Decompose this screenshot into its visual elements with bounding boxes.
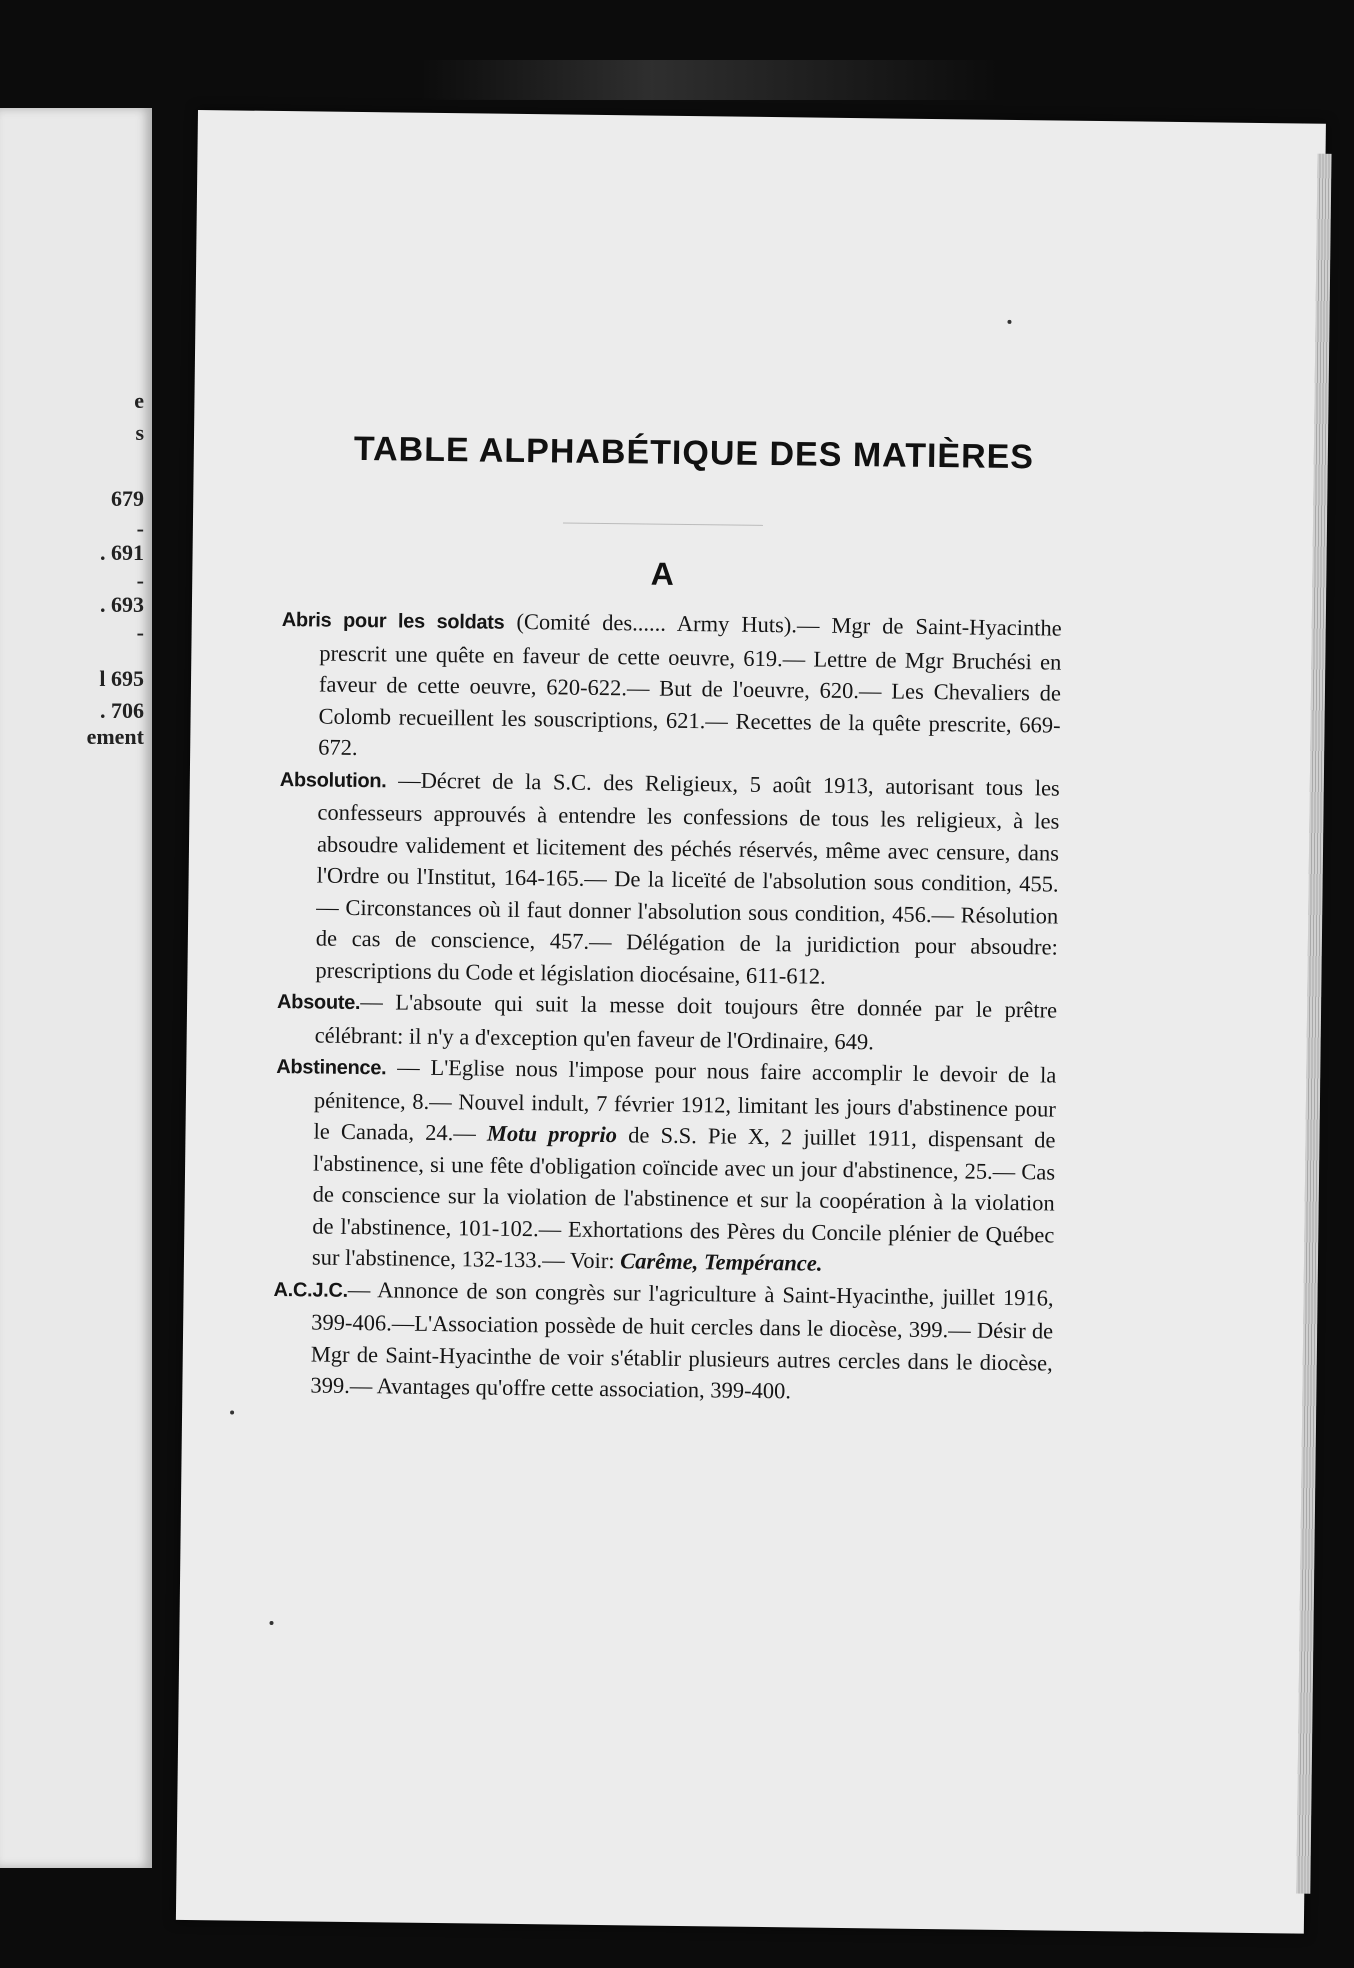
entry-see-also: Carême, Tempérance. (620, 1248, 823, 1276)
entry-text: de S.S. Pie X, 2 juillet 1911, dispensant de l'abstinence, si une fête d'obligation coïncide avec un jour d'abstinence, 25.— Cas de conscience sur la violation de l'abstinence et sur la coopération à la violation de l'abstinence, 101-102.— Exhortations des Pères du Concile plénier de Québec sur l'abstinence, 132-133.— Voir: (311, 1122, 1056, 1274)
entry-heading: Abstinence. (276, 1056, 387, 1080)
margin-fragment: 679 (111, 486, 144, 511)
index-entry (280, 603, 1062, 772)
entry-text: —Décret de la S.C. des Religieux, 5 août 1913, autorisant tous les confesseurs approuvés à entendre les confessions de tous les religieux, à les absoudre validement et licitement des péchés réservés, même avec censure, dans l'Ordre ou l'Institut, 164-165.— De la liceïté de l'absolution sous condition, 455.— Circonstances où il faut donner l'absolution sous condition, 456.— Résolution de cas de conscience, 457.— Délégation de la juridiction pour absoudre: prescriptions du Code et législation diocésaine, 611-612. (315, 766, 1060, 989)
page-stack-edge (1296, 154, 1331, 1894)
index-entries (272, 603, 1062, 1410)
scan-top-shadow (420, 60, 1000, 100)
margin-fragment: . 691 (100, 540, 144, 565)
entry-heading: Absolution. (279, 768, 387, 792)
entry-text: (Comité des...... Army Huts).— Mgr de Saint-Hyacinthe prescrit une quête en faveur de cette oeuvre, 619.— Lettre de Mgr Bruchési en faveur de cette oeuvre, 620-622.— But de l'oeuvre, 620.— Les Chevaliers de Colomb recueillent les souscriptions, 621.— Recettes de la quête prescrite, 669-672. (318, 608, 1062, 760)
margin-fragment: l 695 (99, 666, 144, 691)
page-title: TABLE ALPHABÉTIQUE DES MATIÈRES (353, 429, 1035, 477)
margin-fragment: - (136, 516, 144, 541)
left-page-edge (0, 108, 152, 1868)
margin-fragment: - (136, 568, 144, 593)
margin-fragment: s (135, 420, 144, 445)
entry-heading: A.C.J.C. (273, 1278, 349, 1302)
entry-heading: Abris pour les soldats (281, 609, 505, 634)
margin-fragment: ement (86, 724, 144, 749)
index-entry (272, 1273, 1054, 1411)
speck (1007, 320, 1011, 324)
margin-fragment: . 706 (100, 698, 144, 723)
title-divider (563, 522, 763, 525)
document-page (176, 110, 1326, 1934)
entry-italic-text: Motu proprio (486, 1120, 618, 1148)
index-entry (277, 763, 1060, 995)
speck (230, 1410, 234, 1414)
entry-text: — Annonce de son congrès sur l'agriculture à Saint-Hyacinthe, juillet 1916, 399-406.—L'Association possède de huit cercles dans le diocèse, 399.— Désir de Mgr de Saint-Hyacinthe de voir s'établir plusieurs autres cercles dans le diocèse, 399.— Avantages qu'offre cette association, 399-400. (310, 1276, 1054, 1404)
speck (269, 1621, 273, 1625)
margin-fragment: - (136, 620, 144, 645)
entry-text: — L'absoute qui suit la messe doit toujours être donnée par le prêtre célébrant: il n'y a d'exception qu'en faveur de l'Ordinaire, 649. (314, 989, 1058, 1054)
section-letter: A (650, 555, 675, 592)
entry-heading: Absoute. (276, 991, 361, 1015)
margin-fragment: e (134, 388, 144, 413)
entry-text: — L'Eglise nous l'impose pour nous faire accomplir le devoir de la pénitence, 8.— Nouvel indult, 7 février 1912, limitant les jours d'abstinence pour le Canada, 24.— (313, 1054, 1057, 1146)
index-entry (277, 985, 1058, 1060)
index-entry (274, 1050, 1057, 1282)
margin-fragment: . 693 (100, 592, 144, 617)
